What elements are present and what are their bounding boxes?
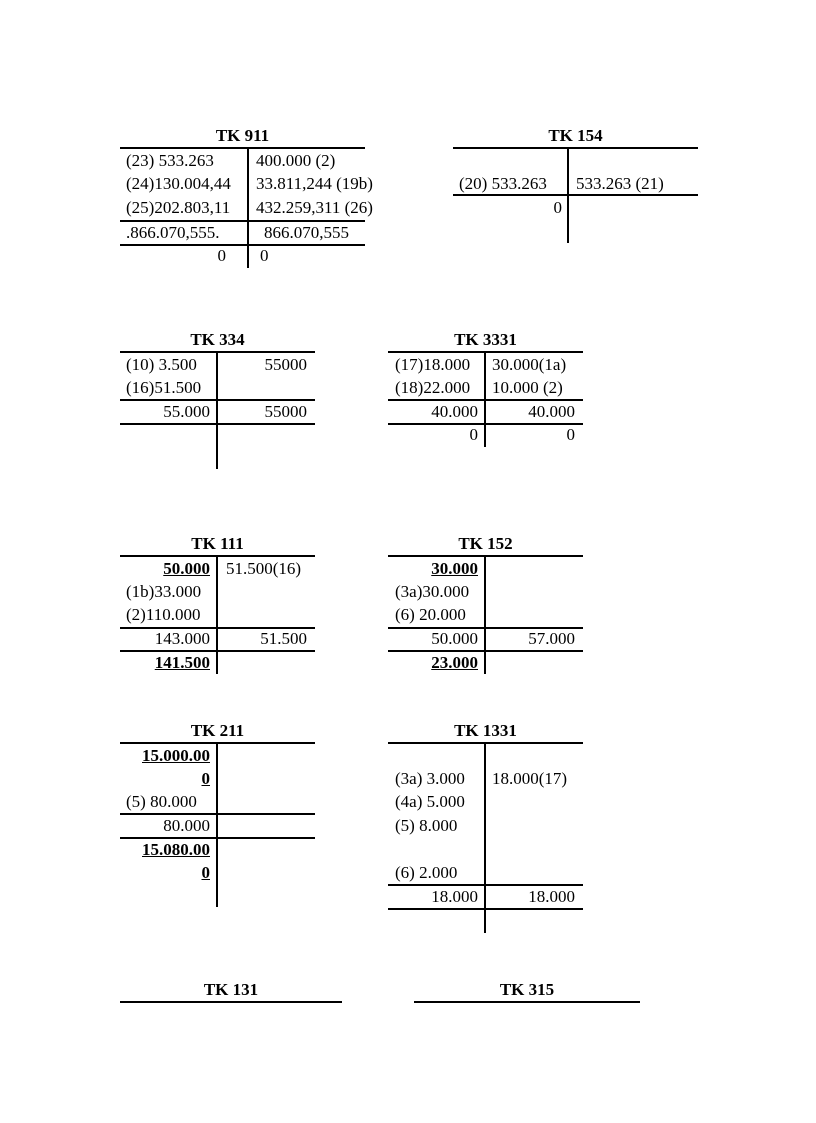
balance-debit: 0: [553, 198, 562, 217]
top-rule: [120, 1001, 342, 1003]
balance-debit: 0: [217, 246, 226, 265]
total-debit: 80.000: [163, 816, 210, 835]
total-debit: 50.000: [431, 629, 478, 648]
closing-balance: 141.500: [154, 653, 210, 672]
credit-entry: 18.000(17): [492, 769, 568, 788]
total-credit: 57.000: [528, 629, 575, 648]
account-title: TK 911: [215, 126, 270, 145]
total-debit: 143.000: [154, 629, 210, 648]
account-tk315: [414, 980, 640, 1004]
debit-entry: (5) 80.000: [126, 792, 197, 811]
debit-entry: (4a) 5.000: [395, 792, 465, 811]
account-title: TK 111: [191, 534, 244, 553]
t-divider: [216, 556, 218, 674]
t-divider: [216, 743, 218, 907]
account-tk3331: [388, 330, 583, 450]
balance-rule: [388, 423, 583, 425]
account-tk334: [120, 330, 315, 470]
total-credit: 40.000: [528, 402, 575, 421]
debit-entry: (3a)30.000: [395, 582, 470, 601]
debit-entry: (17)18.000: [395, 355, 471, 374]
debit-entry: (2)110.000: [126, 605, 201, 624]
account-title: TK 131: [203, 980, 259, 999]
credit-entry: 400.000 (2): [256, 151, 336, 170]
balance-rule: [388, 908, 583, 910]
account-tk911: [120, 126, 373, 271]
account-title: TK 1331: [454, 721, 517, 740]
balance-rule: [388, 650, 583, 652]
total-credit: 18.000: [528, 887, 575, 906]
top-rule: [120, 147, 365, 149]
account-tk152: [388, 534, 583, 679]
credit-entry: 432.259,311 (26): [256, 198, 373, 217]
account-tk111: [120, 534, 315, 679]
debit-entry: (18)22.000: [395, 378, 471, 397]
top-rule: [453, 147, 698, 149]
total-credit: 51.500: [260, 629, 307, 648]
account-title: TK 3331: [454, 330, 517, 349]
debit-entry: (1b)33.000: [126, 582, 202, 601]
credit-entry: 51.500(16): [226, 559, 302, 578]
balance-credit: 0: [260, 246, 269, 265]
account-title: TK 334: [190, 330, 245, 349]
t-divider: [247, 148, 249, 268]
t-divider: [216, 352, 218, 469]
total-credit: 55000: [264, 402, 307, 421]
opening-balance: 50.000: [163, 559, 210, 578]
debit-entry: (20) 533.263: [459, 174, 547, 193]
balance-debit: 0: [469, 425, 478, 444]
account-title: TK 152: [458, 534, 513, 553]
credit-entry: 10.000 (2): [492, 378, 563, 397]
debit-entry: (23) 533.263: [126, 151, 214, 170]
t-divider: [484, 556, 486, 674]
credit-entry: 533.263 (21): [576, 174, 664, 193]
balance-rule: [120, 423, 315, 425]
account-title: TK 315: [499, 980, 555, 999]
debit-entry: (5) 8.000: [395, 816, 458, 835]
balance-credit: 0: [566, 425, 575, 444]
total-debit: 55.000: [163, 402, 210, 421]
balance-rule: [120, 650, 315, 652]
closing-balance: 15.080.00: [142, 840, 210, 859]
credit-entry: 30.000(1a): [492, 355, 567, 374]
account-tk131: [120, 980, 342, 1004]
account-tk154: [453, 126, 698, 246]
opening-balance: 15.000.00: [142, 746, 210, 765]
total-debit: .866.070,555.: [126, 223, 220, 242]
total-debit: 18.000: [431, 887, 478, 906]
debit-entry: (16)51.500: [126, 378, 202, 397]
account-tk211: [120, 721, 315, 911]
total-rule: [453, 194, 698, 196]
debit-entry: (10) 3.500: [126, 355, 197, 374]
total-debit: 40.000: [431, 402, 478, 421]
closing-balance: 0: [201, 863, 210, 882]
credit-entry: 33.811,244 (19b): [256, 174, 373, 193]
debit-entry: (25)202.803,11: [126, 198, 231, 217]
total-rule: [120, 813, 315, 815]
debit-entry: (6) 2.000: [395, 863, 458, 882]
balance-rule: [120, 244, 365, 246]
debit-entry: (3a) 3.000: [395, 769, 465, 788]
opening-balance: 30.000: [431, 559, 478, 578]
t-divider: [484, 743, 486, 933]
opening-balance: 0: [201, 769, 210, 788]
credit-entry: 55000: [264, 355, 307, 374]
account-tk1331: [388, 721, 583, 936]
closing-balance: 23.000: [431, 653, 478, 672]
top-rule: [414, 1001, 640, 1003]
account-title: TK 211: [190, 721, 245, 740]
total-credit: 866.070,555: [264, 223, 349, 242]
debit-entry: (24)130.004,44: [126, 174, 231, 193]
debit-entry: (6) 20.000: [395, 605, 466, 624]
account-title: TK 154: [548, 126, 603, 145]
